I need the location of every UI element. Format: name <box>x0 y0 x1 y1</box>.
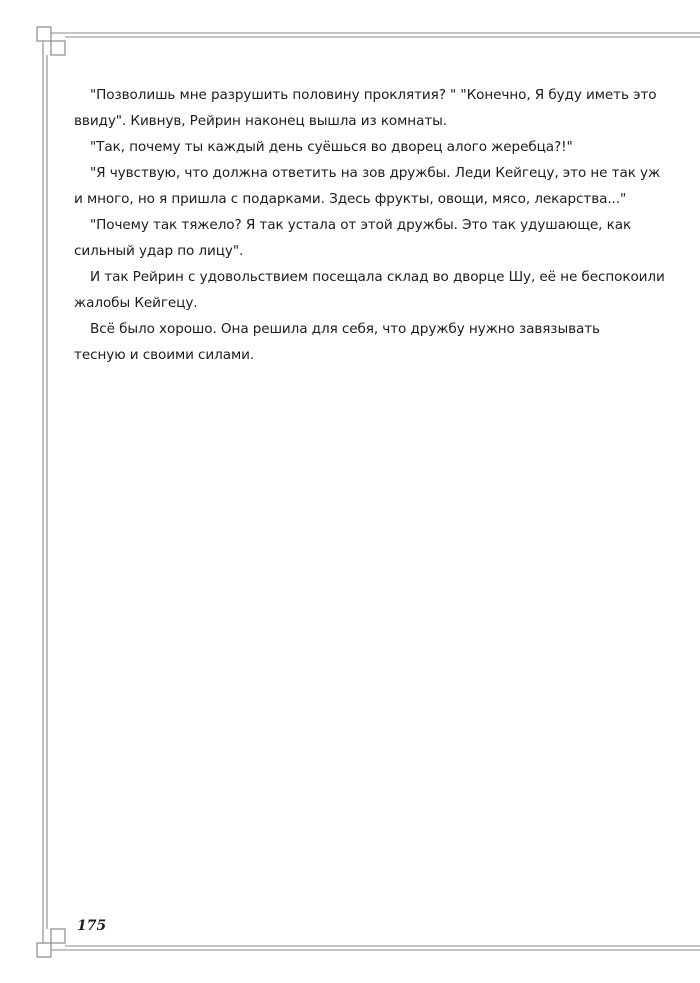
frame-corner-top-left <box>37 27 51 41</box>
text-line: сильный удар по лицу". <box>74 243 244 259</box>
text-line: И так Рейрин с удовольствием посещала склад во дворце Шу, её не беспокоили <box>90 269 665 285</box>
paragraph-1 <box>74 82 657 134</box>
text-line: жалобы Кейгецу. <box>74 295 198 311</box>
frame-corner-bottom-left <box>37 943 51 957</box>
paragraph-6 <box>74 316 634 368</box>
body-text <box>74 82 665 368</box>
paragraph-5 <box>74 264 665 316</box>
frame-corner-bottom-left-inner <box>51 929 65 943</box>
text-line: "Я чувствую, что должна ответить на зов дружбы. Леди Кейгецу, это не так уж <box>90 165 661 181</box>
text-line: "Позволишь мне разрушить половину проклятия? " "Конечно, Я буду иметь это <box>90 87 657 103</box>
paragraph-3 <box>74 160 661 212</box>
page-number: 175 <box>77 918 107 934</box>
paragraph-2 <box>74 134 634 160</box>
text-line: тесную и своими силами. <box>74 347 255 363</box>
text-line: "Так, почему ты каждый день суёшься во дворец алого жеребца?!" <box>90 139 573 155</box>
text-line: "Почему так тяжело? Я так устала от этой дружбы. Это так удушающе, как <box>90 217 632 233</box>
text-line: и много, но я пришла с подарками. Здесь фрукты, овощи, мясо, лекарства..." <box>74 191 627 207</box>
text-line: ввиду". Кивнув, Рейрин наконец вышла из комнаты. <box>74 113 447 129</box>
frame-corner-top-left-inner <box>51 41 65 55</box>
paragraph-4 <box>74 212 634 264</box>
text-line: Всё было хорошо. Она решила для себя, что дружбу нужно завязывать <box>90 321 600 337</box>
